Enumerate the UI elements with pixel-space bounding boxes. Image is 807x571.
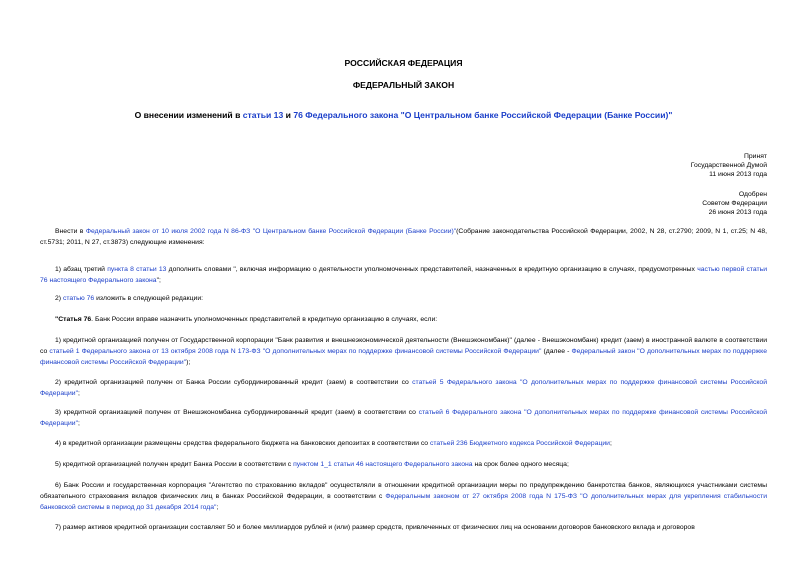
intro-link-law86[interactable]: Федеральный закон от 10 июля 2002 года N 86-ФЗ "О Центральном банке Российской Федерации (Банке России)" bbox=[85, 228, 457, 235]
c1-text-1: 1) кредитной организацией получен от Государственной корпорации "Банк развития и внешнеэкономической деятельности (Внешэкономбанк)" (далее - Внешэкономбанк) кредит (заем) в иностранной валюте в соответствии со bbox=[40, 337, 767, 355]
clause-3-paragraph bbox=[40, 407, 767, 429]
intro-text-1: Внести в bbox=[55, 228, 86, 235]
c5-text-2: на срок более одного месяца; bbox=[472, 461, 569, 468]
adopted-block bbox=[691, 152, 767, 179]
clause-4-paragraph bbox=[40, 438, 767, 449]
item1-text-3: "; bbox=[156, 277, 161, 284]
article-76-heading bbox=[40, 314, 767, 325]
doc-type-heading: ФЕДЕРАЛЬНЫЙ ЗАКОН bbox=[352, 80, 455, 90]
approved-line2: Советом Федерации bbox=[702, 200, 767, 207]
item1-text-1: 1) абзац третий bbox=[55, 266, 108, 273]
intro-paragraph bbox=[40, 226, 767, 248]
clause-5-paragraph bbox=[40, 459, 767, 470]
c4-text-1: 4) в кредитной организации размещены средства федерального бюджета на банковских депозитах в соответствии со bbox=[55, 440, 430, 447]
title-mid: и bbox=[283, 110, 294, 120]
c5-text-1: 5) кредитной организацией получен кредит Банка России в соответствии с bbox=[55, 461, 294, 468]
c5-link-1[interactable]: пунктом 1_1 статьи 46 настоящего Федерального закона bbox=[293, 461, 473, 468]
approved-line3: 26 июня 2013 года bbox=[708, 209, 767, 216]
clause-1-paragraph bbox=[40, 335, 767, 368]
c2-link-1[interactable]: статьей 5 Федерального закона "О дополнительных мерах по поддержке финансовой системы Российской Федерации" bbox=[40, 379, 767, 397]
c3-text-1: 3) кредитной организацией получен от Внешэкономбанка субординированный кредит (заем) в соответствии со bbox=[55, 409, 419, 416]
clause-7-paragraph bbox=[40, 522, 767, 533]
c3-text-2: ; bbox=[78, 420, 80, 427]
adopted-line3: 11 июня 2013 года bbox=[709, 171, 767, 178]
item2-text-2: изложить в следующей редакции: bbox=[94, 295, 204, 302]
c4-text-2: ; bbox=[609, 440, 612, 447]
item-1-paragraph bbox=[40, 264, 767, 286]
title-prefix: О внесении изменений в bbox=[134, 110, 243, 120]
c1-link-2[interactable]: Федеральный закон "О дополнительных мерах по поддержке финансовой системы Российской Федерации" bbox=[40, 348, 767, 366]
c2-text-2: ; bbox=[78, 390, 80, 397]
item2-text-1: 2) bbox=[55, 295, 63, 302]
item1-text-2: дополнить словами ", включая информацию о деятельности уполномоченных представителей, назначенных в кредитную организацию в случаях, предусмотренных bbox=[166, 266, 698, 273]
c2-text-1: 2) кредитной организацией получен от Банка России субординированный кредит (заем) в соответствии со bbox=[55, 379, 413, 386]
article-title: "Статья 76 bbox=[55, 316, 92, 323]
approved-line1: Одобрен bbox=[738, 191, 767, 198]
adopted-line1: Принят bbox=[743, 153, 767, 160]
c1-text-3: ); bbox=[186, 359, 191, 366]
item2-link-article76[interactable]: статью 76 bbox=[62, 295, 95, 302]
clause-6-paragraph bbox=[40, 480, 767, 513]
c3-link-1[interactable]: статьей 6 Федерального закона "О дополнительных мерах по поддержке финансовой системы Российской Федерации" bbox=[40, 409, 767, 427]
clause-2-paragraph bbox=[40, 377, 767, 399]
c1-link-1[interactable]: статьей 1 Федерального закона от 13 октября 2008 года N 173-ФЗ "О дополнительных мерах по поддержке финансовой системы Российской Федерации" bbox=[49, 348, 542, 355]
c1-text-2: (далее - bbox=[541, 348, 572, 355]
approved-block bbox=[702, 190, 767, 217]
title-link-article76[interactable]: 76 Федерального закона "О Центральном банке Российской Федерации (Банке России)" bbox=[293, 110, 673, 120]
country-heading: РОССИЙСКАЯ ФЕДЕРАЦИЯ bbox=[344, 58, 463, 68]
c4-link-1[interactable]: статьей 236 Бюджетного кодекса Российской Федерации bbox=[429, 440, 610, 447]
article-text: . Банк России вправе назначить уполномоченных представителей в кредитную организацию в случаях, если: bbox=[91, 316, 438, 323]
law-title bbox=[0, 110, 807, 120]
title-link-article13[interactable]: статьи 13 bbox=[242, 110, 284, 120]
item1-link-1[interactable]: пункта 8 статьи 13 bbox=[107, 266, 167, 273]
c6-link-1[interactable]: Федеральным законом от 27 октября 2008 года N 175-ФЗ "О дополнительных мерах для укрепления стабильности банковской системы в период до 31 декабря 2014 года" bbox=[40, 493, 767, 511]
c7-text-1: 7) размер активов кредитной организации составляет 50 и более миллиардов рублей и (или) размер средств, привлеченных от физических лиц на основании договоров банковского вклада и договоров bbox=[55, 524, 695, 531]
item1-link-2[interactable]: частью первой статьи 76 настоящего Федерального закона bbox=[40, 266, 767, 284]
adopted-line2: Государственной Думой bbox=[690, 162, 767, 169]
intro-text-2: (Собрание законодательства Российской Федерации, 2002, N 28, ст.2790; 2009, N 1, ст.25; N 48, ст.5731; 2011, N 27, ст.3873) следующие изменения: bbox=[40, 228, 767, 246]
item-2-paragraph bbox=[40, 293, 767, 304]
c6-text-2: ; bbox=[216, 504, 219, 511]
c6-text-1: 6) Банк России и государственная корпорация "Агентство по страхованию вкладов" осуществляли в отношении кредитной организации меры по предупреждению банкротства банков, являющихся участниками системы обязательного страхования вкладов физических лиц в банках Российской Федерации, в соответствии с bbox=[40, 482, 767, 500]
